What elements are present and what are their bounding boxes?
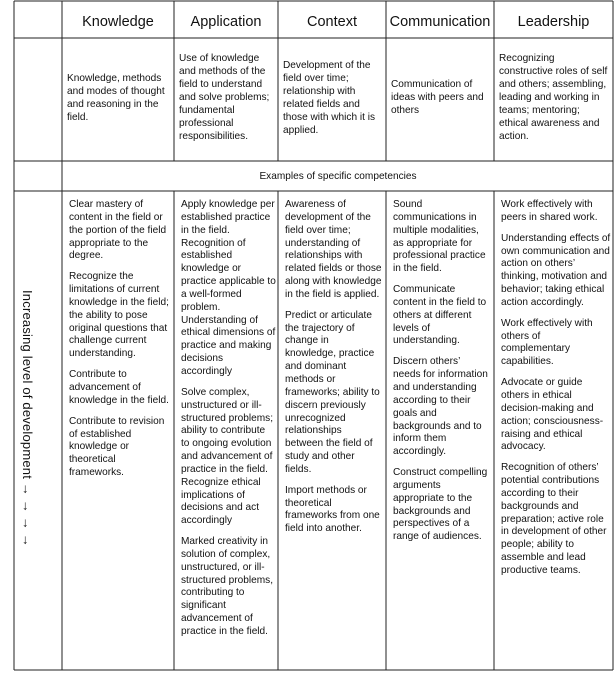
competency-item: Contribute to advancement of knowledge in the field. — [69, 369, 169, 406]
description-application: Use of knowledge and methods of the field to understand and solve problems; fundamental professional responsibilities. — [179, 53, 270, 142]
competencies-context — [278, 199, 382, 544]
header-application: Application — [190, 14, 262, 30]
competency-item: Advocate or guide others in ethical decision-making and action; consciousness-raising and ethical advocacy. — [501, 377, 604, 453]
competency-item: Work effectively with others of complementary capabilities. — [501, 317, 593, 368]
competencies-knowledge — [62, 199, 169, 488]
development-axis-text: Increasing level of development → → → → — [20, 290, 35, 548]
competency-item: Recognition of established knowledge or practice applicable to a well-formed problem. — [181, 237, 276, 313]
description-communication: Communication of ideas with peers and others — [391, 79, 484, 116]
competencies-banner: Examples of specific competencies — [259, 170, 417, 182]
competency-item: Marked creativity in solution of complex, unstructured, or ill-structured problems, contributing to significant advancement of practice in the field. — [181, 536, 274, 637]
header-context: Context — [307, 14, 357, 30]
competencies-communication — [386, 199, 490, 552]
competency-item: Recognize ethical implications of decisions and act accordingly — [181, 476, 261, 527]
competency-item: Recognition of others’ potential contributions according to their backgrounds and preparation; active role in development of other people; ability to assemble and lead productive teams. — [501, 462, 607, 576]
competency-item: Understanding of ethical dimensions of practice and making decisions accordingly — [181, 314, 276, 377]
competency-item: Sound communications in multiple modalities, as appropriate for professional practice in the field. — [393, 199, 486, 275]
competency-item: Apply knowledge per established practice in the field. — [181, 199, 275, 236]
header-communication: Communication — [389, 14, 491, 30]
competency-item: Contribute to revision of established knowledge or theoretical frameworks. — [69, 415, 165, 479]
header-knowledge: Knowledge — [82, 14, 154, 30]
competency-item: Import methods or theoretical frameworks from one field into another. — [285, 484, 380, 535]
competency-item: Clear mastery of content in the field or the portion of the field appropriate to the degree. — [69, 199, 167, 262]
description-knowledge: Knowledge, methods and modes of thought and reasoning in the field. — [67, 72, 165, 123]
competency-item: Work effectively with peers in shared work. — [501, 199, 598, 223]
description-leadership: Recognizing constructive roles of self and others; assembling, leading and working in teams; mentoring; ethical awareness and action. — [499, 53, 608, 142]
competency-item: Solve complex, unstructured or ill-structured problems; ability to contribute to ongoing evolution and advancement of practice in the field. — [181, 386, 274, 475]
competency-item: Discern others’ needs for information and understanding according to their goals and backgrounds and to inform them accordingly. — [393, 356, 488, 458]
competency-item: Awareness of development of the field over time; understanding of relationships with related fields or those along with knowledge in the field is applied. — [285, 199, 382, 300]
header-leadership: Leadership — [517, 14, 590, 30]
competency-item: Recognize the limitations of current knowledge in the field; the ability to pose original questions that challenge current understanding. — [69, 271, 169, 360]
competencies-leadership — [494, 199, 611, 586]
description-context: Development of the field over time; relationship with related fields and those with which it is applied. — [283, 59, 376, 136]
competency-item: Construct compelling arguments appropriate to the backgrounds and perspectives of a range of audiences. — [393, 467, 488, 543]
competency-item: Understanding effects of own communication and action on others’ thinking, motivation and behavior; taking ethical action accordingly. — [501, 232, 611, 308]
competency-item: Communicate content in the field to others at different levels of understanding. — [393, 284, 487, 347]
competency-item: Predict or articulate the trajectory of change in knowledge, practice and dominant methods or frameworks; ability to discern previously unrecognized relationships between the field of study and other fields. — [285, 309, 380, 475]
competencies-application — [174, 199, 276, 647]
